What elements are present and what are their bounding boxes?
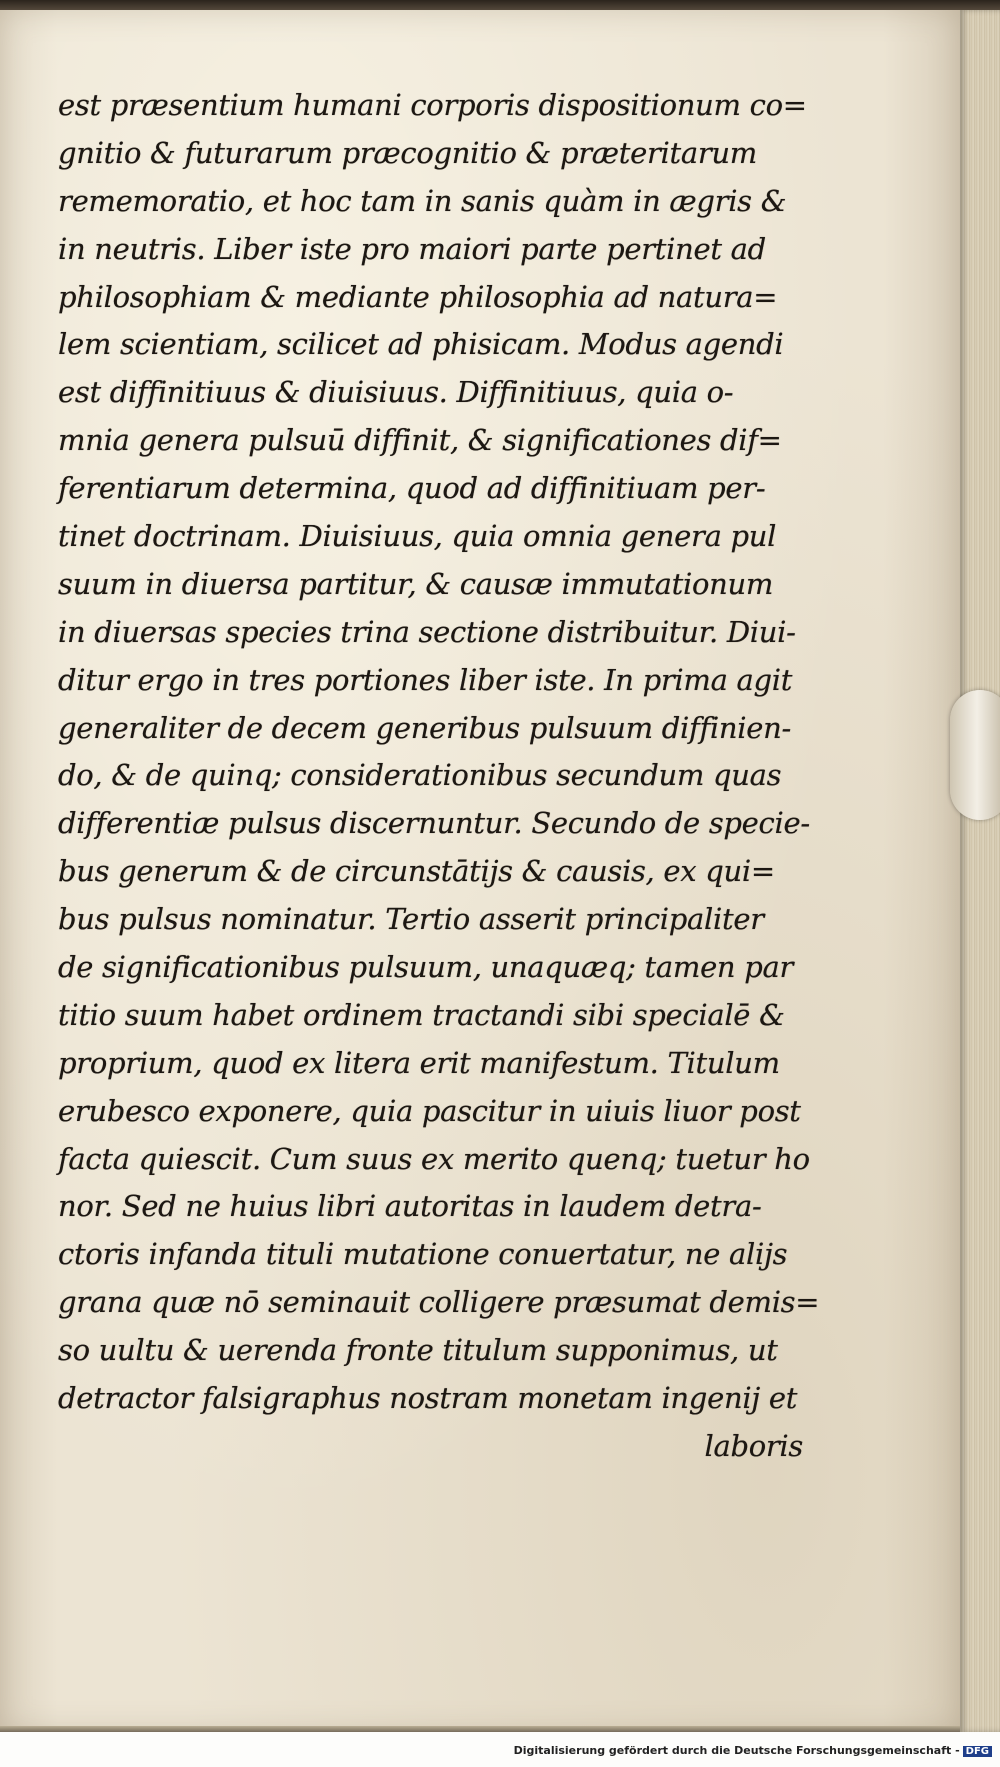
text-line: in diuersas species trina sectione distribuitur. Diui- (58, 614, 796, 649)
text-line: de significationibus pulsuum, unaquæq; tamen par (58, 950, 794, 985)
text-line: ditur ergo in tres portiones liber iste. In prima agit (58, 662, 793, 697)
fore-edge (960, 10, 1000, 1732)
text-line: generaliter de decem generibus pulsuum diffinien- (58, 710, 791, 745)
page-clasp (950, 690, 1000, 820)
text-line: proprium, quod ex litera erit manifestum. Titulum (58, 1045, 780, 1080)
text-line: erubesco exponere, quia pascitur in uiuis liuor post (58, 1093, 801, 1128)
text-line: titio suum habet ordinem tractandi sibi specialē & (58, 997, 785, 1032)
text-line: so uultu & uerenda fronte titulum supponimus, ut (58, 1333, 778, 1368)
text-line: est præsentium humani corporis dispositionum co= (58, 88, 807, 122)
page-text (58, 82, 820, 1471)
text-line: grana quæ nō seminauit colligere præsumat demis= (58, 1285, 820, 1320)
text-line: do, & de quinq; considerationibus secundum quas (58, 758, 782, 793)
text-line: in neutris. Liber iste pro maiori parte pertinet ad (58, 231, 766, 266)
text-line: philosophiam & mediante philosophia ad natura= (58, 279, 778, 314)
text-line: differentiæ pulsus discernuntur. Secundo de specie- (58, 806, 810, 841)
text-line: detractor falsigraphus nostram monetam ingenij et (58, 1381, 798, 1416)
credit-text: Digitalisierung gefördert durch die Deutsche Forschungsgemeinschaft - (513, 1744, 960, 1757)
text-line: facta quiescit. Cum suus ex merito quenq; tuetur ho (58, 1141, 810, 1176)
text-line: ctoris infanda tituli mutatione conuertatur, ne alijs (58, 1237, 788, 1272)
catchword: laboris (704, 1428, 803, 1463)
text-line: bus pulsus nominatur. Tertio asserit principaliter (58, 902, 764, 937)
digitization-credit (514, 1744, 992, 1757)
dfg-logo: DFG (963, 1746, 992, 1757)
text-line: suum in diuersa partitur, & causæ immutationum (58, 566, 774, 601)
text-line: mnia genera pulsuū diffinit, & significationes dif= (58, 423, 782, 458)
text-line: ferentiarum determina, quod ad diffinitiuam per- (58, 471, 766, 506)
text-line: rememoratio, et hoc tam in sanis quàm in ægris & (58, 183, 787, 218)
text-line: gnitio & futurarum præcognitio & præteritarum (58, 135, 757, 170)
text-line: nor. Sed ne huius libri autoritas in laudem detra- (58, 1189, 762, 1224)
text-line: est diffinitiuus & diuisiuus. Diffinitiuus, quia o- (58, 375, 734, 410)
text-line: lem scientiam, scilicet ad phisicam. Modus agendi (58, 327, 784, 362)
text-line: tinet doctrinam. Diuisiuus, quia omnia genera pul (58, 519, 777, 554)
text-line: bus generum & de circunstātijs & causis, ex qui= (58, 854, 775, 889)
